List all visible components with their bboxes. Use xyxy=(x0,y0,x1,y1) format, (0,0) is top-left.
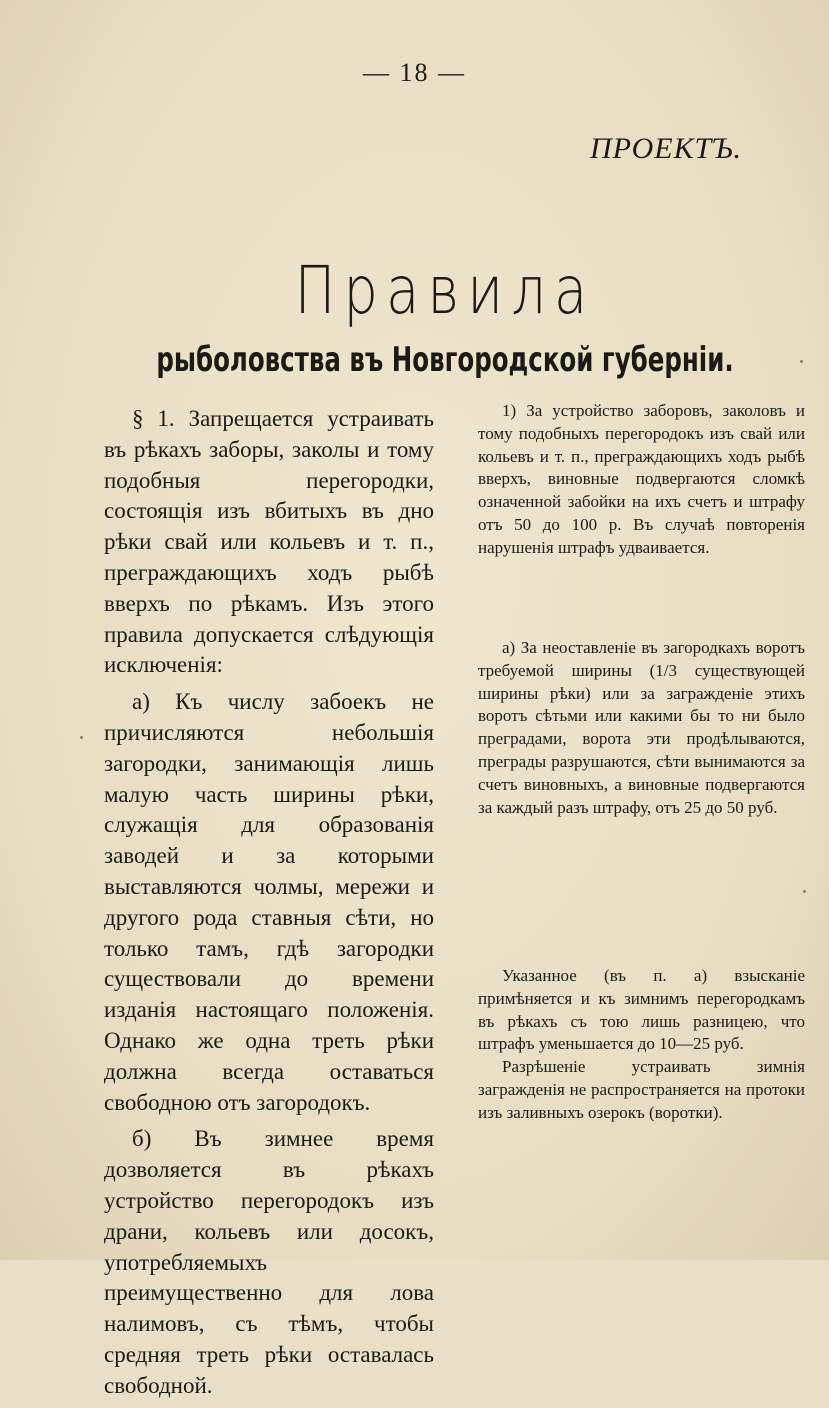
document-subtitle: рыболовства въ Новгородской губерніи. xyxy=(156,340,734,380)
penalty-paragraph-1: 1) За устройство заборовъ, заколовъ и тому подобныхъ перегородокъ изъ свай или кольевъ и т. п., преграждающихъ ходъ рыбѣ вверхъ, виновные подвергаются сломкѣ означенной забойки на ихъ счетъ и штрафу отъ 50 до 100 р. Въ случаѣ повторенія нарушенія штрафъ удваивается. xyxy=(478,401,805,557)
ink-speck xyxy=(803,890,806,893)
paragraph-section-1: § 1. Запрещается устраивать въ рѣкахъ заборы, заколы и тому подобныя перегородки, состоящія изъ вбитыхъ въ дно рѣки свай или кольевъ и т. п., преграждающихъ ходъ рыбѣ вверхъ по рѣкамъ. Изъ этого правила допускается слѣдующія исключенія: xyxy=(104,406,434,678)
right-column-penalty-1 xyxy=(478,400,805,560)
ink-speck xyxy=(80,736,83,739)
project-label: ПРОЕКТЪ. xyxy=(590,132,742,165)
paragraph-exception-b: б) Въ зимнее время дозволяется въ рѣкахъ устройство перегородокъ изъ драни, кольевъ или досокъ, употребляемыхъ преимущественно для лова налимовъ, съ тѣмъ, чтобы средняя треть рѣки оставалась свободной. xyxy=(104,1126,434,1398)
ink-speck xyxy=(800,360,803,363)
paragraph-exception-a: а) Къ числу забоекъ не причисляются небольшія загородки, занимающія лишь малую часть ширины рѣки, служащія для образованія заводей и за которыми выставляются чолмы, мережи и другого рода ставныя сѣти, но только тамъ, гдѣ загородки существовали до времени изданія настоящаго положенія. Однако же одна треть рѣки должна всегда оставаться свободною отъ загородокъ. xyxy=(104,689,434,1115)
penalty-paragraph-winter: Указанное (въ п. а) взысканіе примѣняется и къ зимнимъ перегородкамъ въ рѣкахъ съ тою лишь разницею, что штрафъ уменьшается до 10—25 руб. xyxy=(478,966,805,1054)
right-column-penalty-b xyxy=(478,965,805,1125)
left-column xyxy=(104,404,434,1408)
document-title: Правила xyxy=(294,252,596,329)
right-column-penalty-a xyxy=(478,637,805,819)
page-number: — 18 — xyxy=(363,58,466,87)
penalty-paragraph-permission: Разрѣшеніе устраивать зимнія загражденія не распространяется на протоки изъ заливныхъ озерокъ (воротки). xyxy=(478,1057,805,1122)
penalty-paragraph-a: а) За неоставленіе въ загородкахъ воротъ требуемой ширины (1/3 существующей ширины рѣки) или за загражденіе этихъ воротъ сѣтьми или какими бы то ни было преградами, ворота эти продѣлываются, преграды разрушаются, сѣти вынимаются за счетъ виновныхъ, а виновные подвергаются за каждый разъ штрафу, отъ 25 до 50 руб. xyxy=(478,638,805,817)
